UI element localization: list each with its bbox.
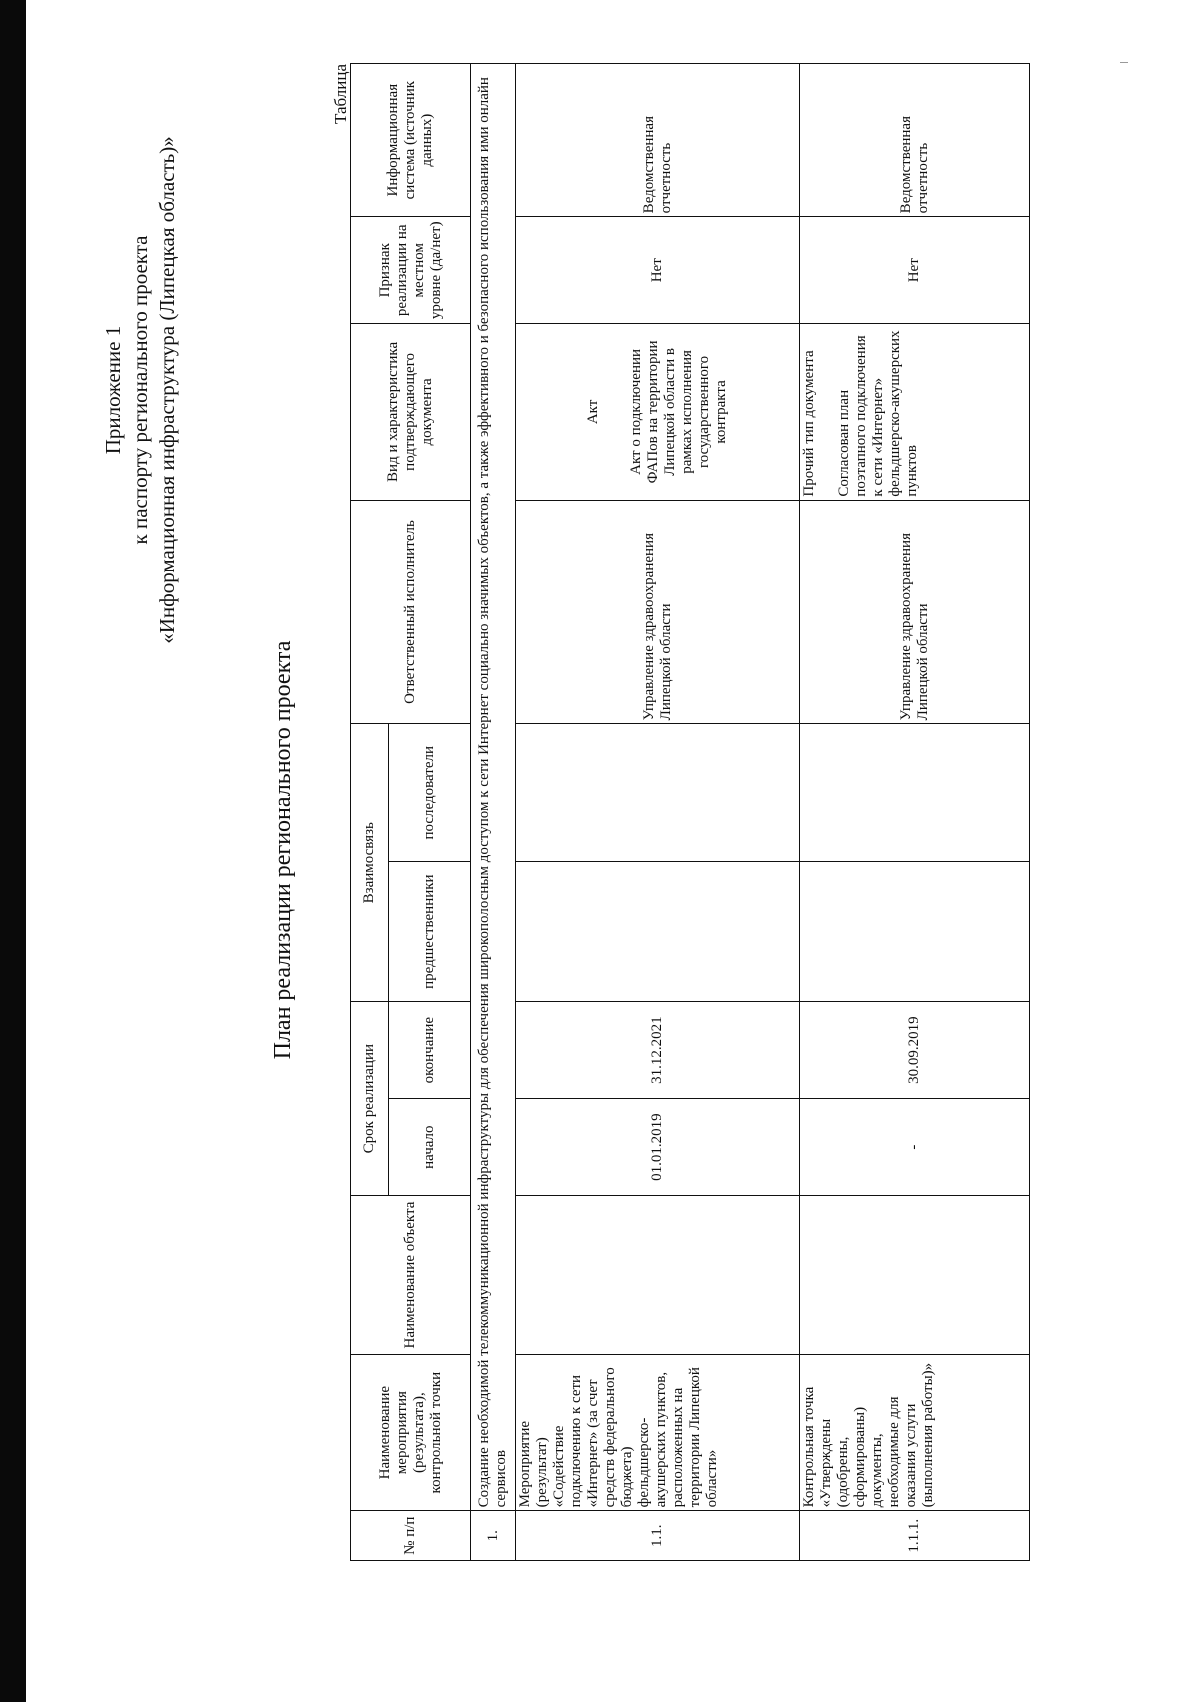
row-local-level: Нет xyxy=(800,217,1030,324)
header-end: окончание xyxy=(389,1002,471,1099)
row-document xyxy=(800,324,1030,500)
table-row xyxy=(800,64,1030,1561)
row-responsible: Управление здравоохранения Липецкой области xyxy=(516,500,800,724)
row-predecessors xyxy=(800,862,1030,1002)
section-text: Создание необходимой телекоммуникационной инфраструктуры для обеспечения широкополосным доступом к сети Интернет социально значимых объектов, а также эффективного и безопасного использования ими онлайн сервисов xyxy=(471,64,516,1511)
header-row-1 xyxy=(351,64,389,1561)
row-successors xyxy=(800,724,1030,862)
row-info-system: Ведомственная отчетность xyxy=(516,64,800,217)
header-num: № п/п xyxy=(351,1511,471,1561)
annex-line-2: к паспорту регионального проекта xyxy=(128,235,152,545)
annex-line-1: Приложение 1 xyxy=(101,325,125,455)
section-num: 1. xyxy=(471,1511,516,1561)
page-title: План реализации регионального проекта xyxy=(270,640,296,1060)
doc-description: Согласован план поэтапного подключения к сети «Интернет» фельдшерско-акушерских пунктов xyxy=(836,330,920,497)
header-term: Срок реализации xyxy=(351,1002,389,1196)
header-info-system: Информационная система (источник данных) xyxy=(351,64,471,217)
document-page xyxy=(80,60,1160,1640)
header-document: Вид и характеристика подтверждающего документа xyxy=(351,324,471,500)
header-local-level: Признак реализации на местном уровне (да/нет) xyxy=(351,217,471,324)
row-num: 1.1. xyxy=(516,1511,800,1561)
header-predecessors: предшественники xyxy=(389,862,471,1002)
row-info-system: Ведомственная отчетность xyxy=(800,64,1030,217)
table-row xyxy=(516,64,800,1561)
doc-description: Акт о подключении ФАПов на территории Липецкой области в рамках исполнения государственного контракта xyxy=(628,340,729,484)
row-predecessors xyxy=(516,862,800,1002)
doc-type: Акт xyxy=(585,399,601,425)
header-relation: Взаимосвязь xyxy=(351,724,389,1002)
annex-heading xyxy=(100,110,181,670)
annex-line-3: «Информационная инфраструктура (Липецкая область)» xyxy=(155,136,179,644)
row-start: 01.01.2019 xyxy=(516,1099,800,1196)
scan-left-edge xyxy=(0,0,26,1702)
row-local-level: Нет xyxy=(516,217,800,324)
row-start: - xyxy=(800,1099,1030,1196)
row-end: 30.09.2019 xyxy=(800,1002,1030,1099)
row-successors xyxy=(516,724,800,862)
section-row xyxy=(471,64,516,1561)
row-num: 1.1.1. xyxy=(800,1511,1030,1561)
header-successors: последователи xyxy=(389,724,471,862)
table-label: Таблица xyxy=(331,64,350,124)
row-document xyxy=(516,324,800,500)
header-name: Наименование мероприятия (результата), контрольной точки xyxy=(351,1354,471,1511)
row-name: Контрольная точка «Утверждены (одобрены, сформированы) документы, необходимые для оказания услуги (выполнения работы)» xyxy=(800,1354,1030,1511)
header-responsible: Ответственный исполнитель xyxy=(351,500,471,724)
row-end: 31.12.2021 xyxy=(516,1002,800,1099)
doc-type: Прочий тип документа xyxy=(801,350,817,497)
header-object: Наименование объекта xyxy=(351,1196,471,1355)
header-start: начало xyxy=(389,1099,471,1196)
row-name: Мероприятие (результат) «Содействие подключению к сети «Интернет» (за счет средств федерального бюджета) фельдшерско-акушерских пунктов, расположенных на территории Липецкой области» xyxy=(516,1354,800,1511)
row-responsible: Управление здравоохранения Липецкой области xyxy=(800,500,1030,724)
row-object xyxy=(516,1196,800,1355)
plan-table xyxy=(350,63,1030,1561)
row-object xyxy=(800,1196,1030,1355)
rotated-content xyxy=(80,60,1160,1640)
